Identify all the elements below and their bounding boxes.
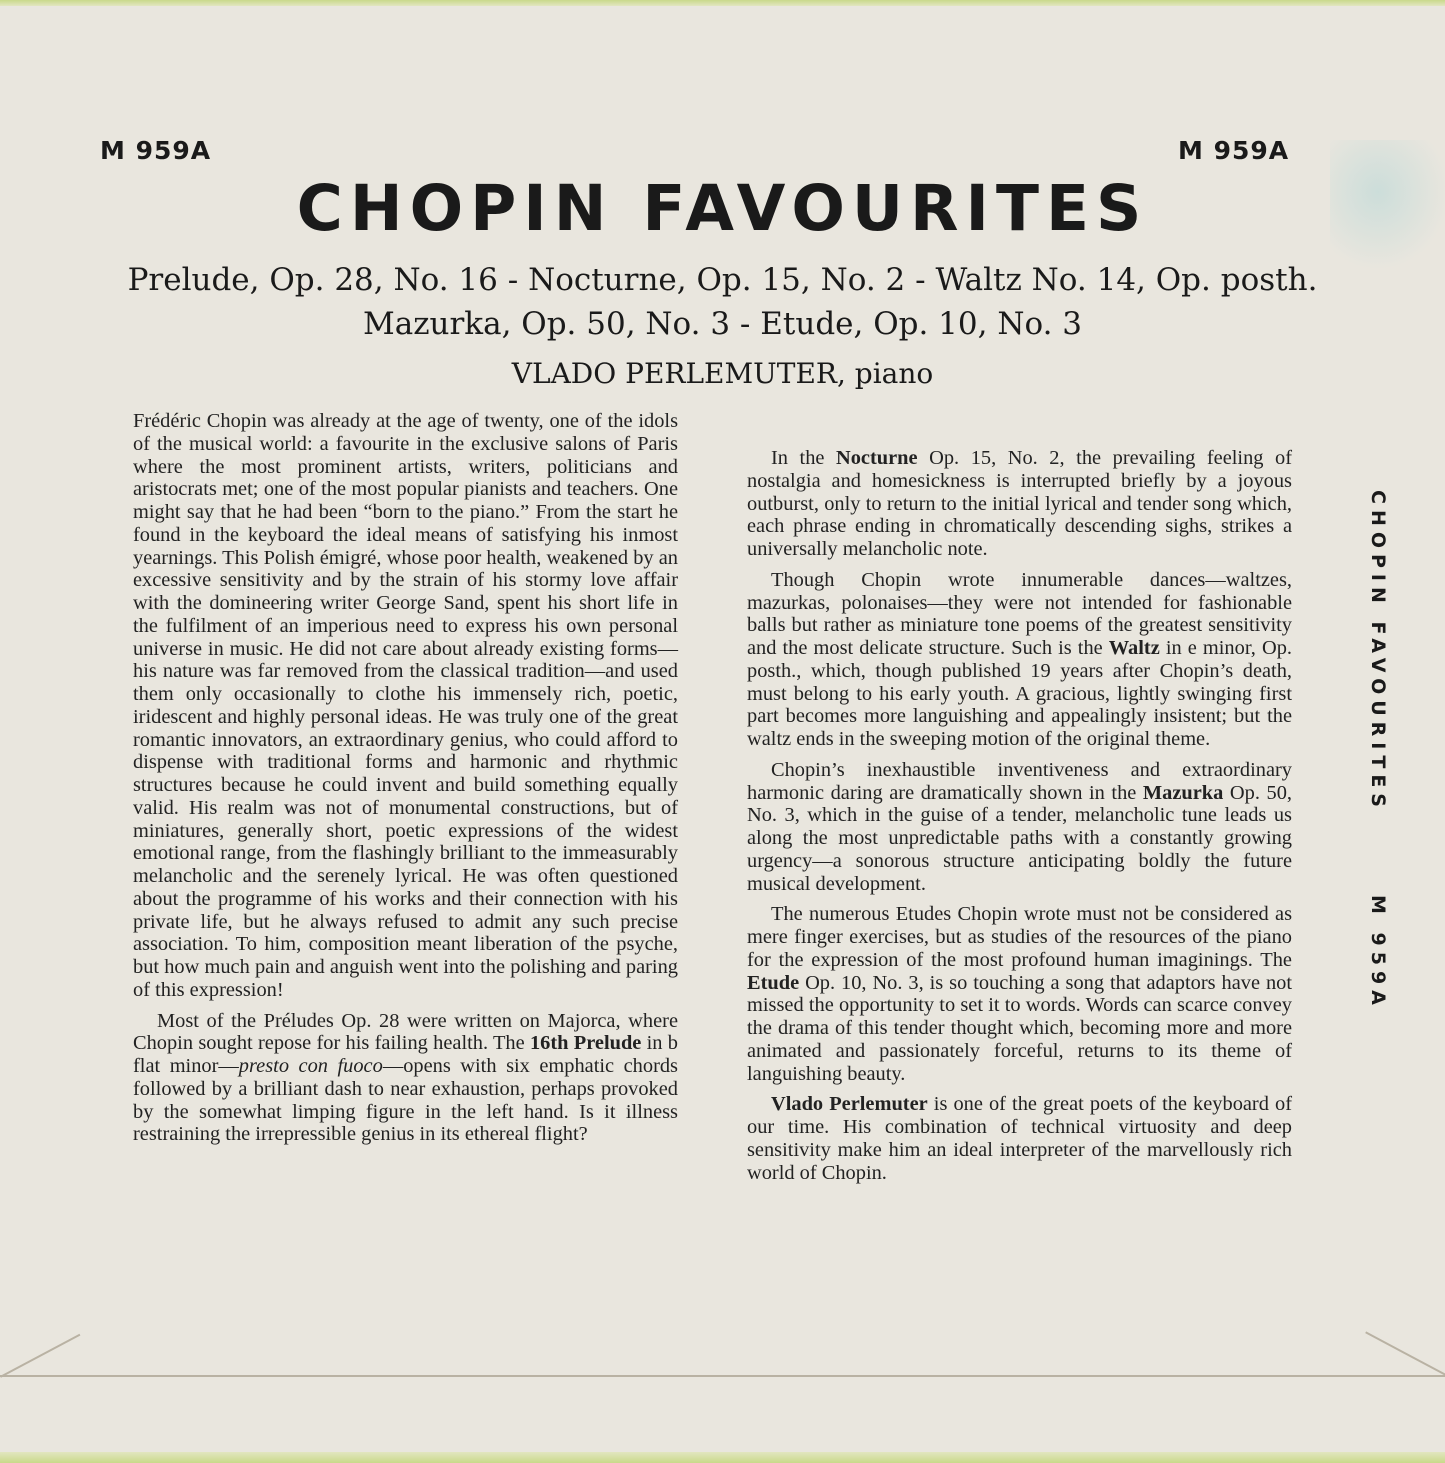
performer-credit: VLADO PERLEMUTER, piano xyxy=(511,357,934,390)
sleeve-fold-corner-left xyxy=(0,1334,80,1378)
notes-paragraph-etude xyxy=(747,903,1292,1085)
notes-bold-nocturne: Nocturne xyxy=(836,447,918,469)
spine-title: CHOPIN FAVOURITES xyxy=(1367,490,1389,813)
notes-text: Op. 50, No. 3, which in the guise of a tender, melancholic tune leads us along the most unpredictable paths with a constantly growing urgency—a sonorous structure anticipating boldly the future musical development. xyxy=(747,781,1292,895)
liner-notes-right-column xyxy=(747,410,1292,1184)
notes-text: in b flat minor— xyxy=(133,1032,678,1077)
notes-bold-waltz: Waltz xyxy=(1108,637,1160,659)
notes-text: Though Chopin wrote innumerable dances—waltzes, mazurkas, polonaises—they were not intended for fashionable balls but rather as miniature tone poems of the greatest sensitivity and the most delicate structure. Such is the xyxy=(747,568,1292,659)
notes-text: The numerous Etudes Chopin wrote must not be considered as mere finger exercises, but as studies of the resources of the piano for the expression of the most profound human imaginings. The xyxy=(747,903,1292,971)
spine-catalog-number: M 959A xyxy=(1367,895,1389,1011)
sleeve-fold-line xyxy=(0,1375,1445,1377)
sleeve-fold-corner-right xyxy=(1365,1331,1445,1377)
notes-paragraph-performer xyxy=(747,1093,1292,1184)
notes-paragraph-mazurka xyxy=(747,759,1292,896)
notes-paragraph-intro: Frédéric Chopin was already at the age of twenty, one of the idols of the musical world: a favourite in the exclusive salons of Paris where the most prominent artists, writers, politicians and aristocrats met; one of the most popular pianists and teachers. One might say that he had been “born to the piano.” From the start he found in the keyboard the ideal means of satisfying his inmost yearnings. This Polish émigré, whose poor health, weakened by an excessive sensitivity and by the strain of his stormy love affair with the domineering writer George Sand, spent his short life in the fulfilment of an imperious need to express his own personal universe in music. He did not care about already existing forms—his nature was far removed from the classical tradition—and used them only occasionally to clothe his immensely rich, poetic, iridescent and highly personal ideas. He was truly one of the great romantic innovators, an extraordinary genius, who could afford to dispense with traditional forms and harmonic and rhythmic structures because he could invent and build something equally valid. His realm was not of monumental constructions, but of miniatures, generally short, poetic expressions of the widest emotional range, from the flashingly brilliant to the immeasurably melancholic and the serenely lyrical. He was often questioned about the programme of his works and their connection with his private life, but he always refused to admit any such precise association. To him, composition meant liberation of the psyche, but how much pain and anguish went into the polishing and paring of this expression! xyxy=(133,410,678,1001)
notes-text: in e minor, Op. posth., which, though published 19 years after Chopin’s death, must belong to his early youth. A gracious, lightly swinging first part becomes more languishing and appealingly insistent; but the waltz ends in the sweeping motion of the original theme. xyxy=(747,637,1292,750)
notes-bold-prelude: 16th Prelude xyxy=(529,1032,642,1055)
sleeve-bottom-edge xyxy=(0,1452,1445,1463)
track-list-line-1: Prelude, Op. 28, No. 16 - Nocturne, Op. 15, No. 2 - Waltz No. 14, Op. posth. xyxy=(127,262,1318,298)
catalog-number-right: M 959A xyxy=(1178,136,1290,165)
notes-paragraph-prelude xyxy=(133,1010,678,1147)
notes-text: is one of the great poets of the keyboard of our time. His combination of technical virtuosity and deep sensitivity make him an ideal interpreter of the marvellously rich world of Chopin. xyxy=(747,1093,1292,1184)
notes-italic-tempo: presto con fuoco xyxy=(238,1055,383,1077)
notes-bold-performer: Vlado Perlemuter xyxy=(771,1093,928,1116)
liner-notes-left-column xyxy=(133,410,678,1146)
notes-text: In the xyxy=(771,447,837,469)
album-title: CHOPIN FAVOURITES xyxy=(296,172,1149,245)
notes-text: Op. 10, No. 3, is so touching a song that adaptors have not missed the opportunity to set it to words. Words can scarce convey the drama of this tender thought which, becoming more and more animated and passionately forceful, returns to its theme of languishing beauty. xyxy=(747,971,1292,1085)
notes-bold-mazurka: Mazurka xyxy=(1142,781,1224,804)
track-list-line-2: Mazurka, Op. 50, No. 3 - Etude, Op. 10, No. 3 xyxy=(362,306,1083,342)
catalog-number-left: M 959A xyxy=(100,136,212,165)
sleeve-top-edge xyxy=(0,0,1445,6)
notes-text: —opens with six emphatic chords followed by a brilliant dash to near exhaustion, perhaps provoked by the somewhat limping figure in the left hand. Is it illness restraining the irrepressible genius in its ethereal flight? xyxy=(133,1055,678,1146)
notes-bold-etude: Etude xyxy=(747,971,800,994)
notes-paragraph-nocturne xyxy=(747,447,1292,561)
notes-paragraph-waltz xyxy=(747,569,1292,751)
notes-text: Most of the Préludes Op. 28 were written on Majorca, where Chopin sought repose for his failing health. The xyxy=(133,1009,678,1055)
notes-text: Op. 15, No. 2, the prevailing feeling of nostalgia and homesickness is interrupted briefly by a joyous outburst, only to return to the initial lyrical and tender song which, each phrase ending in chromatically descending sighs, strikes a universally melancholic note. xyxy=(747,447,1293,560)
notes-text: Chopin’s inexhaustible inventiveness and extraordinary harmonic daring are dramatically shown in the xyxy=(747,758,1292,804)
